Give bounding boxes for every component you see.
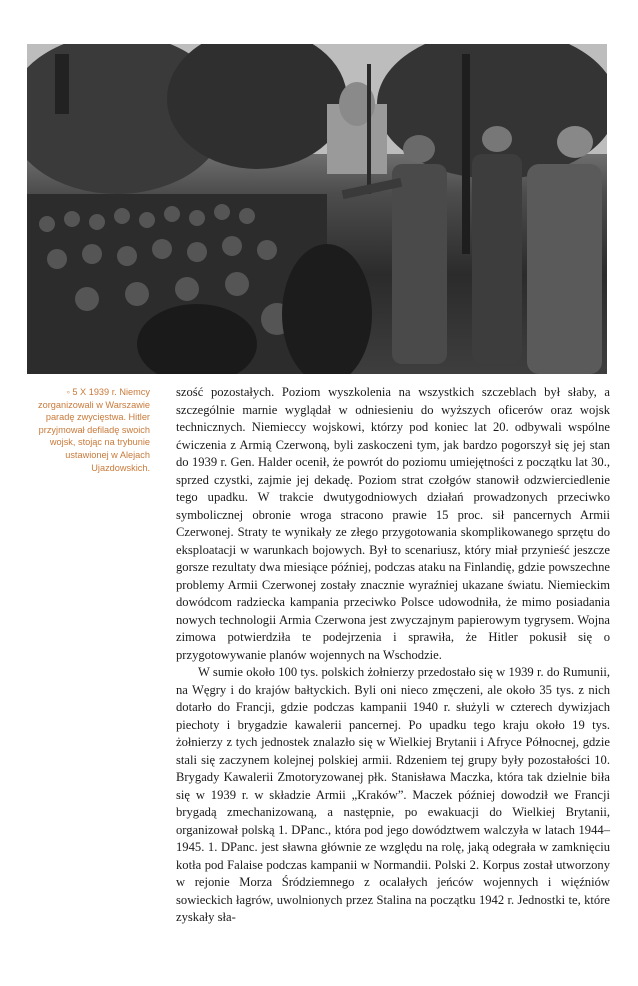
caption-text: 5 X 1939 r. Niemcy zorganizowali w Warszawie paradę zwycięstwa. Hitler przyjmował defiladę swoich wojsk, stojąc na trybunie ustawionej w Alejach Ujazdowskich. [38,387,150,473]
parade-photograph [27,44,607,374]
paragraph: W sumie około 100 tys. polskich żołnierzy przedostało się w 1939 r. do Rumunii, na Węgry i do krajów bałtyckich. Byli oni nieco zmęczeni, ale około 35 tys. z nich dotarło do Francji, gdzie podczas kampanii 1940 r. służyli w czterech dywizjach piechoty i brygadzie kawalerii pancernej. Po upadku tego kraju około 19 tys. żołnierzy z tych jednostek znalazło się w Wielkiej Brytanii i Afryce Północnej, gdzie stali się zaczynem kolejnej polskiej armii. Rdzeniem tej grupy były pozostałości 10. Brygady Kawalerii Zmotoryzowanej płk. Stanisława Maczka, która tak dzielnie biła się w 1939 r. w składzie Armii „Kraków”. Maczek później dowodził we Francji brygadą zmechanizowaną, a następnie, po ewakuacji do Wielkiej Brytanii, organizował polską 1. DPanc., która pod jego dowództwem walczyła w latach 1944–1945. 1. DPanc. jest sławna głównie ze względu na rolę, jaką odegrała w zamknięciu kotła pod Falaise podczas kampanii w Normandii. Polski 2. Korpus został utworzony w rejonie Morza Śródziemnego z ocalałych jeńców wojennych i więźniów sowieckich łagrów, uwolnionych przez Stalina na początku 1942 r. Jednostki te, które zyskały sła- [176,665,610,924]
caption-bullet-icon: ◦ [66,387,73,397]
article-body [176,384,610,927]
archival-photo-icon [27,44,607,374]
paragraph: szość pozostałych. Poziom wyszkolenia na wszystkich szczeblach był słaby, a szczególnie marnie wyglądał w odniesieniu do wyższych oficerów oraz wojsk technicznych. Niemieccy wojskowi, którzy pod koniec lat 20. odbywali wspólne ćwiczenia z Armią Czerwoną, byli zaskoczeni tym, jak bardzo pogorszył się jej stan do 1939 r. Gen. Halder ocenił, że powrót do poziomu umiejętności z początku lat 30., sprzed czystki, zajmie jej dekadę. Poziom strat czołgów stanowił odzwierciedlenie tego upadku. W trakcie dwutygodniowych działań prowadzonych przeciwko symbolicznej obronie wroga stracono prawie 15 proc. sił pancernych Armii Czerwonej. Straty te wynikały ze złego przygotowania skomplikowanego sprzętu do eksploatacji w warunkach bojowych. Był to scenariusz, który miał przynieść jeszcze gorsze rezultaty dwa miesiące później, podczas ataku na Finlandię, gdzie powszechne problemy Armii Czerwonej zostały znacznie wyraźniej ukazane światu. Niemieckim dowódcom radziecka kampania przeciwko Polsce udowodniła, że mimo posiadania nowych technologii Armia Czerwona jest zwyczajnym papierowym tygrysem. Wojna zimowa potwierdziła te podejrzenia i sprawiła, że Hitler pokusił się o przygotowywanie planów wojennych na Wschodzie. [176,385,610,662]
photo-caption [30,386,150,474]
